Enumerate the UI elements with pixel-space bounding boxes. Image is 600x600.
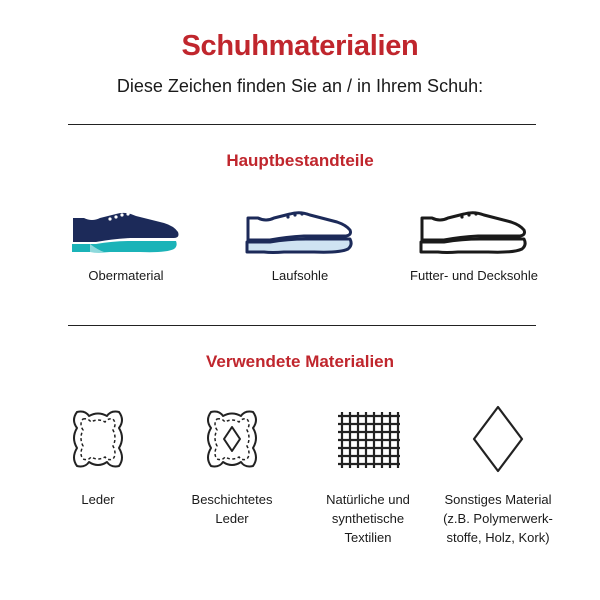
divider-top bbox=[68, 124, 536, 125]
coated-leather-icon bbox=[203, 408, 261, 470]
label-leather-line-1: Leder bbox=[81, 492, 115, 507]
label-lining-insole: Futter- und Decksohle bbox=[410, 268, 538, 283]
label-coated-leather-line-2: Leder bbox=[215, 511, 249, 526]
page-subtitle: Diese Zeichen finden Sie an / in Ihrem Schuh: bbox=[116, 76, 484, 96]
textile-icon bbox=[336, 408, 400, 472]
label-outsole: Laufsohle bbox=[271, 268, 329, 283]
label-coated-leather bbox=[172, 490, 292, 528]
label-leather bbox=[38, 490, 158, 509]
label-coated-leather-line-1: Beschichtetes bbox=[191, 492, 273, 507]
label-upper-material: Obermaterial bbox=[88, 268, 164, 283]
label-other-material-line-3: stoffe, Holz, Kork) bbox=[446, 530, 550, 545]
shoe-outsole-icon bbox=[244, 208, 356, 254]
label-other-material-line-1: Sonstiges Material bbox=[444, 492, 552, 507]
divider-middle bbox=[68, 325, 536, 326]
label-textile-line-1: Natürliche und bbox=[326, 492, 410, 507]
section-heading-materials: Verwendete Materialien bbox=[205, 352, 395, 371]
label-textile bbox=[306, 490, 430, 547]
shoe-upper-icon bbox=[70, 208, 182, 254]
label-textile-line-3: Textilien bbox=[344, 530, 392, 545]
other-material-icon bbox=[471, 404, 525, 474]
label-other-material bbox=[428, 490, 568, 547]
label-other-material-line-2: (z.B. Polymerwerk- bbox=[443, 511, 553, 526]
leather-icon bbox=[69, 408, 127, 470]
shoe-lining-icon bbox=[418, 208, 530, 254]
label-textile-line-2: synthetische bbox=[331, 511, 405, 526]
section-heading-main-components: Hauptbestandteile bbox=[226, 151, 374, 170]
page-title: Schuhmaterialien bbox=[181, 30, 419, 62]
